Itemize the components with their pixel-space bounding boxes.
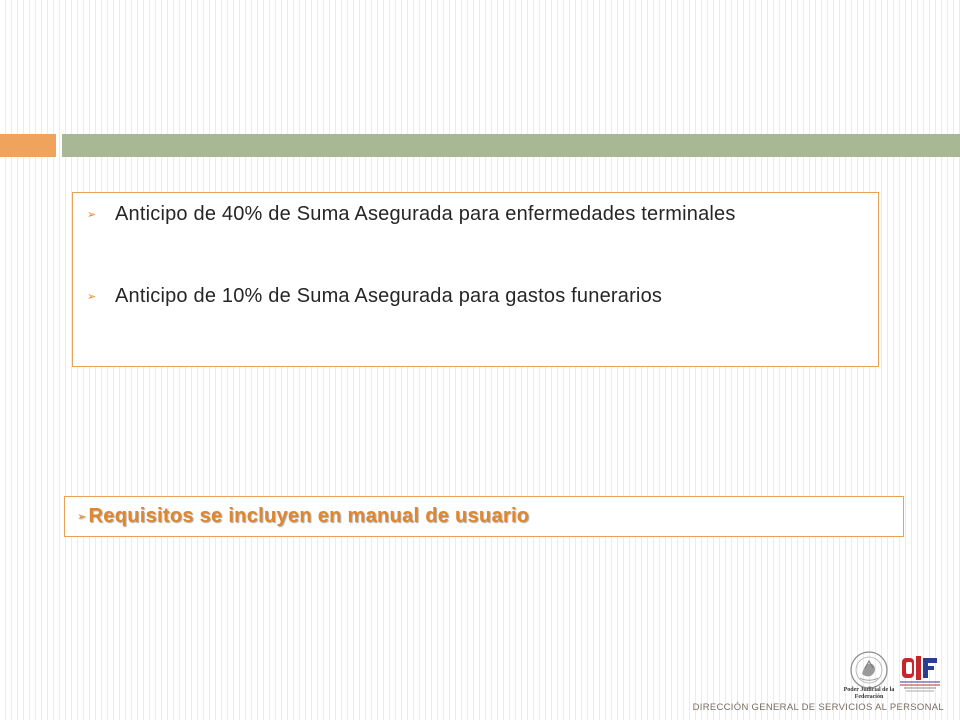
bullet-text: Anticipo de 40% de Suma Asegurada para enfermedades terminales <box>115 203 736 225</box>
arrow-bullet-icon: ➢ <box>77 510 87 523</box>
arrow-bullet-icon: ➢ <box>87 208 97 221</box>
bullet-text: Anticipo de 10% de Suma Asegurada para gastos funerarios <box>115 285 663 307</box>
content-box <box>72 192 879 367</box>
requirements-box <box>64 496 904 537</box>
footer-text: DIRECCIÓN GENERAL DE SERVICIOS AL PERSONAL <box>692 702 944 713</box>
accent-bar-orange <box>0 134 56 157</box>
bullet-item <box>87 285 662 308</box>
cjf-logo <box>896 654 944 698</box>
seal-caption: Poder Judicial de la Federación <box>843 687 895 700</box>
bullet-item <box>87 203 736 226</box>
arrow-bullet-icon: ➢ <box>87 290 97 303</box>
requirements-note <box>77 505 529 528</box>
accent-bar-green <box>62 134 960 157</box>
requirements-text: Requisitos se incluyen en manual de usuario <box>88 505 530 527</box>
mexican-seal-logo <box>848 650 890 690</box>
